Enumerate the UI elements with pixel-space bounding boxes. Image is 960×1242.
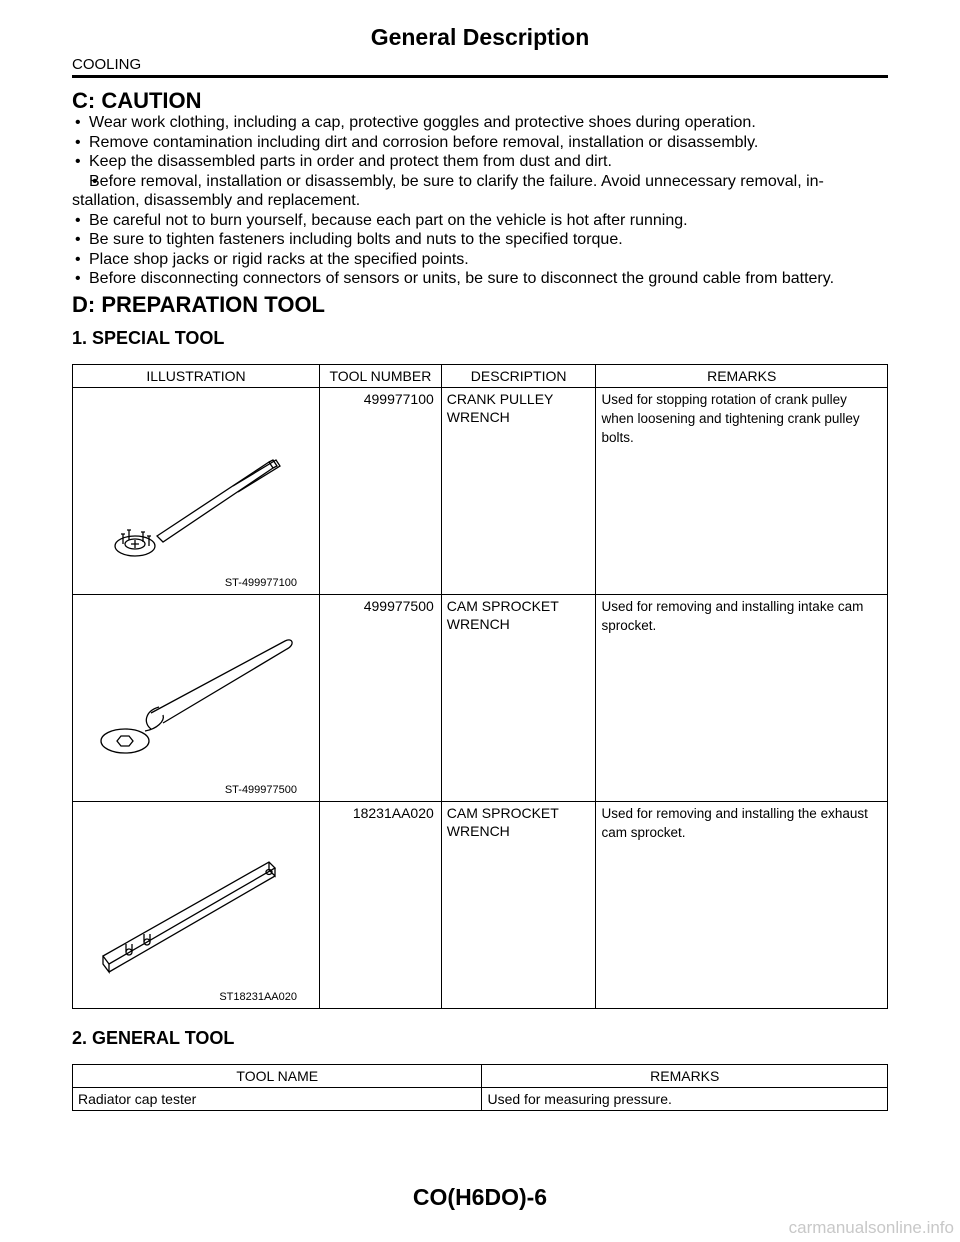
caution-item: • Keep the disassembled parts in order and protect them from dust and dirt. <box>72 152 888 172</box>
table-header-row <box>73 365 888 388</box>
cam-sprocket-wrench-illustration <box>73 595 319 801</box>
caution-item: • Wear work clothing, including a cap, protective goggles and protective shoes during operation. <box>72 113 888 133</box>
page-number: CO(H6DO)-6 <box>412 1184 548 1210</box>
caution-heading: C: CAUTION <box>72 88 202 113</box>
page-title: General Description <box>370 24 590 50</box>
tool-name: Radiator cap tester <box>73 1088 482 1111</box>
caution-item: • Be sure to tighten fasteners including bolts and nuts to the specified torque. <box>72 230 888 250</box>
illustration-label: ST-499977500 <box>224 784 297 796</box>
general-tool-heading: 2. GENERAL TOOL <box>72 1028 235 1048</box>
caution-item: • Before removal, installation or disassembly, be sure to clarify the failure. Avoid unnecessary removal, in- stallation, disassembly and replacement. <box>72 172 888 211</box>
caution-item: • Before disconnecting connectors of sensors or units, be sure to disconnect the ground cable from battery. <box>72 269 888 289</box>
special-tool-heading: 1. SPECIAL TOOL <box>72 328 225 348</box>
tool-remarks: Used for stopping rotation of crank pulley when loosening and tightening crank pulley bolts. <box>596 388 888 595</box>
illustration-cell <box>73 595 320 802</box>
section-label: COOLING <box>72 56 142 73</box>
tool-remarks: Used for removing and installing intake cam sprocket. <box>596 595 888 802</box>
caution-list <box>72 113 888 289</box>
table-row <box>73 802 888 1009</box>
tool-number: 18231AA020 <box>320 802 442 1009</box>
table-row <box>73 595 888 802</box>
crank-pulley-wrench-illustration <box>73 388 319 594</box>
col-header: REMARKS <box>482 1065 888 1088</box>
tool-number: 499977100 <box>320 388 442 595</box>
tool-number: 499977500 <box>320 595 442 802</box>
tool-description: CRANK PULLEY WRENCH <box>441 388 596 595</box>
illustration-cell <box>73 388 320 595</box>
header-rule <box>72 75 888 78</box>
col-header: TOOL NUMBER <box>320 365 442 388</box>
exhaust-cam-sprocket-wrench-illustration <box>73 802 319 1008</box>
prep-heading: D: PREPARATION TOOL <box>72 292 325 317</box>
tool-description: CAM SPROCKET WRENCH <box>441 802 596 1009</box>
table-row <box>73 1088 888 1111</box>
tool-remarks: Used for removing and installing the exhaust cam sprocket. <box>596 802 888 1009</box>
caution-item: • Remove contamination including dirt and corrosion before removal, installation or disassembly. <box>72 133 888 153</box>
illustration-label: ST-499977100 <box>224 577 297 589</box>
illustration-label: ST18231AA020 <box>219 991 297 1003</box>
watermark-link[interactable]: carmanualsonline.info <box>788 1218 954 1237</box>
table-row <box>73 388 888 595</box>
col-header: TOOL NAME <box>73 1065 482 1088</box>
general-tool-table <box>72 1064 888 1111</box>
col-header: ILLUSTRATION <box>73 365 320 388</box>
caution-item: • Place shop jacks or rigid racks at the specified points. <box>72 250 888 270</box>
col-header: DESCRIPTION <box>441 365 596 388</box>
col-header: REMARKS <box>596 365 888 388</box>
caution-item: • Be careful not to burn yourself, because each part on the vehicle is hot after running. <box>72 211 888 231</box>
tool-remarks: Used for measuring pressure. <box>482 1088 888 1111</box>
tool-description: CAM SPROCKET WRENCH <box>441 595 596 802</box>
special-tool-table <box>72 364 888 1009</box>
table-header-row <box>73 1065 888 1088</box>
illustration-cell <box>73 802 320 1009</box>
